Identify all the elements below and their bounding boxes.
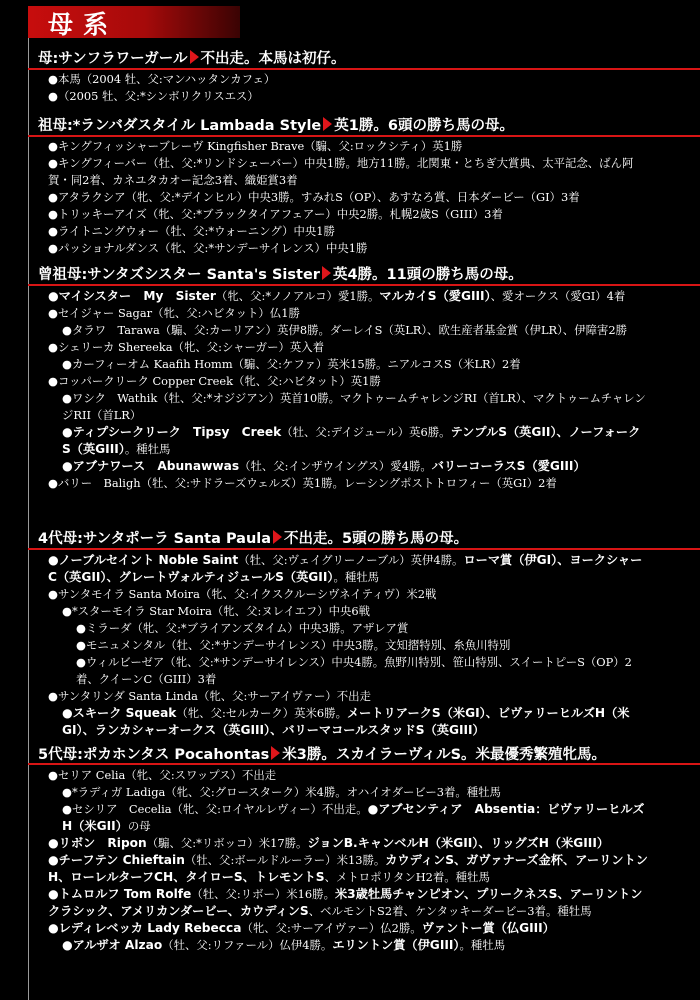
entry-text: （牡、父:リファール）仏伊4勝。 [162,938,333,952]
triangle-icon [273,530,282,544]
triangle-icon [322,266,331,280]
horse-name: ●レディレベッカ Lady Rebecca [48,921,242,935]
entry-tail: 、愛オークス（愛GI）4着 [490,289,626,303]
section-rule [28,284,700,286]
section-rule [28,68,700,70]
race-titles: エリントン賞（伊GIII） [332,938,460,952]
list-item [48,138,648,155]
race-titles: テンプルS（英GII）、ノーフォークS（英GIII） [62,425,641,456]
section-rule [28,135,700,137]
entry-text: ●モニュメンタル（牡、父:*サンデーサイレンス）中央3勝。文知摺特別、糸魚川特別 [76,638,511,652]
sidebar-line [28,38,29,1000]
triangle-icon [271,746,280,760]
section-heading-tail: 不出走。5頭の勝ち馬の母。 [284,531,469,547]
list-item [48,767,648,784]
list-item [48,288,648,305]
list-item [48,620,648,637]
section-heading [38,266,523,284]
list-item [48,424,648,458]
triangle-icon [190,50,199,64]
list-item [48,784,648,801]
entry-text: ●パッショナルダンス（牝、父:*サンデーサイレンス）中央1勝 [48,241,368,255]
section-heading-tail: 英4勝。11頭の勝ち馬の母。 [332,267,523,283]
entry-tail: 。種牡馬 [459,938,506,952]
list-item [48,206,648,223]
race-titles: ヴァントー賞（仏GIII） [421,921,555,935]
race-titles: 米3歳牡馬チャンピオン、プリークネスS、アーリントンクラシック、アメリカンダービー、カウディンS [48,887,643,918]
triangle-icon [323,117,332,131]
entry-text: ●ミラーダ（牝、父:*ブライアンズタイム）中央3勝。アザレア賞 [76,621,409,635]
race-titles: カウディンS、ガヴァナーズ金杯、アーリントンH、ローレルターフCH、タイローS、トレモントS [48,853,648,884]
section-heading [38,530,468,548]
horse-name: ●トムロルフ Tom Rolfe [48,887,192,901]
entry-text: ●コッパークリーク Copper Creek（牝、父:ハビタット）英1勝 [48,374,381,388]
horse-name: ●マイシスター My Sister [48,289,216,303]
list-item [48,240,648,257]
entry-text: ●ライトニングウォー（牡、父:*ウォーニング）中央1勝 [48,224,335,238]
list-item [48,688,648,705]
entry-text: （牡、父:リボー）米16勝。 [191,887,335,901]
entry-text: （牝、父:*ノノアルコ）愛1勝。 [215,289,380,303]
list-item [48,189,648,206]
entry-list [48,138,648,257]
title-bar [0,0,700,40]
section-heading-main: 曾祖母:サンタズシスター Santa's Sister [38,267,320,283]
entry-tail: 、ベルモントS2着、ケンタッキーダービー3着。種牡馬 [308,904,592,918]
entry-text: ●シェリーカ Shereeka（牝、父:シャーガー）英入着 [48,340,325,354]
horse-name: ●アルザオ Alzao [62,938,163,952]
section-heading-tail: 英1勝。6頭の勝ち馬の母。 [334,118,514,134]
section-heading [38,50,346,68]
list-item [48,223,648,240]
page-title: 母系 [48,10,119,39]
list-item [48,305,648,322]
section-heading-main: 祖母:*ランバダスタイル Lambada Style [38,118,322,134]
section-heading-main: 母:サンフラワーガール [38,51,188,67]
entry-text: ●セリア Celia（牝、父:スワップス）不出走 [48,768,277,782]
entry-text: ●ワシク Wathik（牡、父:*オジジアン）英首10勝。マクトゥームチャレンジRI（首LR）、マクトゥームチャレンジRII（首LR） [62,391,646,422]
list-item [48,458,648,475]
entry-text: ●サンタリンダ Santa Linda（牝、父:サーアイヴァー）不出走 [48,689,371,703]
entry-list [48,552,648,739]
entry-text: （騸、父:*リボッコ）米17勝。 [146,836,308,850]
section-heading-main: 4代母:サンタポーラ Santa Paula [38,531,272,547]
entry-text: ●セイジャー Sagar（牝、父:ハビタット）仏1勝 [48,306,300,320]
list-item [48,705,648,739]
entry-list [48,288,648,492]
entry-text: ●セシリア Cecelia（牝、父:ロイヤルレヴィー）不出走。 [62,802,368,816]
horse-name: ●スキーク Squeak [62,706,177,720]
entry-text: ●ウィルビーゼア（牝、父:*サンデーサイレンス）中央4勝。魚野川特別、笹山特別、スイートピーS（OP）2着、クイーンC（GIII）3着 [76,655,632,686]
entry-text: （牡、父:ヴェイグリーノーブル）英伊4勝。 [238,553,464,567]
entry-text: （牡、父:インザウイングス）愛4勝。 [239,459,432,473]
entry-text: ●トリッキーアイズ（牝、父:*ブラックタイアフェアー）中央2勝。札幌2歳S（GIII）3着 [48,207,503,221]
entry-text: ●アタラクシア（牝、父:*デインヒル）中央3勝。すみれS（OP）、あすなろ賞、日本ダービー（GI）3着 [48,190,580,204]
section-rule [28,548,700,550]
race-titles: ジョンB.キャンベルH（米GII）、リッグズH（米GIII） [307,836,610,850]
entry-text: （牝、父:セルカーク）英米6勝。 [176,706,347,720]
horse-name: ●ノーブルセイント Noble Saint [48,553,239,567]
horse-name: ●リボン Ripon [48,836,147,850]
race-titles: ●アブセンティア Absentia：ビヴァリーヒルズH（米GII） [62,802,645,833]
list-item [48,322,648,339]
section-heading-tail: 不出走。本馬は初仔。 [200,51,346,67]
entry-text: （牡、父:ボールドルーラー）米13勝。 [184,853,386,867]
list-item [48,937,648,954]
list-item [48,390,648,424]
entry-text: ●バリー Baligh（牡、父:サドラーズウェルズ）英1勝。レーシングポストトロフィー（英GI）2着 [48,476,557,490]
entry-list [48,71,648,105]
race-titles: マルカイS（愛GIII） [379,289,491,303]
horse-name: ●ティプシークリーク Tipsy Creek [62,425,282,439]
list-item [48,852,648,886]
entry-text: ●（2005 牡、父:*シンボリクリスエス） [48,89,259,103]
entry-text: ●キングフィッシャーブレーヴ Kingfisher Brave（騸、父:ロックシティ）英1勝 [48,139,463,153]
entry-text: ●キングフィーバー（牡、父:*リンドシェーバー）中央1勝。地方11勝。北関東・とちぎ大賞典、太平記念、ばん阿賀・同2着、カネユタカオー記念3着、織姫賞3着 [48,156,634,187]
list-item [48,88,648,105]
list-item [48,835,648,852]
entry-text: ●本馬（2004 牡、父:マンハッタンカフェ） [48,72,276,86]
list-item [48,920,648,937]
list-item [48,356,648,373]
list-item [48,339,648,356]
entry-text: （牡、父:デイジュール）英6勝。 [281,425,451,439]
entry-tail: 。種牡馬 [124,442,171,456]
section-heading [38,117,514,135]
list-item [48,475,648,492]
list-item [48,552,648,586]
entry-text: ●タラワ Tarawa（騸、父:カーリアン）英伊8勝。ダーレイS（英LR）、欧生産者基金賞（伊LR）、伊障害2勝 [62,323,627,337]
list-item [48,155,648,189]
list-item [48,71,648,88]
entry-text: ●カーフィーオム Kaafih Homm（騸、父:ケファ）英米15勝。ニアルコスS（米LR）2着 [62,357,521,371]
race-titles: バリーコーラスS（愛GIII） [431,459,586,473]
section-heading [38,746,606,764]
entry-text: （牝、父:サーアイヴァー）仏2勝。 [241,921,422,935]
list-item [48,654,648,688]
entry-text: ●*ラディガ Ladiga（牝、父:グロースターク）米4勝。オハイオダービー3着。種牡馬 [62,785,501,799]
entry-text: ●サンタモイラ Santa Moira（牝、父:イクスクルーシヴネイティヴ）米2戦 [48,587,437,601]
entry-tail: 。種牡馬 [333,570,380,584]
race-titles: ローマ賞（伊GI）、ヨークシャーC（英GII）、グレートヴォルティジュールS（英GII） [48,553,643,584]
section-heading-tail: 米3勝。スカイラーヴィルS。米最優秀繁殖牝馬。 [282,747,607,763]
race-titles: メートリアークS（米GI）、ビヴァリーヒルズH（米GI）、ランカシャーオークス（英GIII）、バリーマコールスタッドS（英GIII） [62,706,630,737]
list-item [48,586,648,603]
entry-list [48,767,648,954]
list-item [48,373,648,390]
horse-name: ●チーフテン Chieftain [48,853,185,867]
horse-name: ●アブナワース Abunawwas [62,459,240,473]
section-rule [28,763,700,765]
list-item [48,801,648,835]
list-item [48,603,648,620]
list-item [48,886,648,920]
entry-text: ●*スターモイラ Star Moira（牝、父:ヌレイエフ）中央6戦 [62,604,371,618]
section-heading-main: 5代母:ポカホンタス Pocahontas [38,747,270,763]
entry-tail: の母 [127,819,151,833]
entry-tail: 、メトロポリタンH2着。種牡馬 [324,870,490,884]
list-item [48,637,648,654]
